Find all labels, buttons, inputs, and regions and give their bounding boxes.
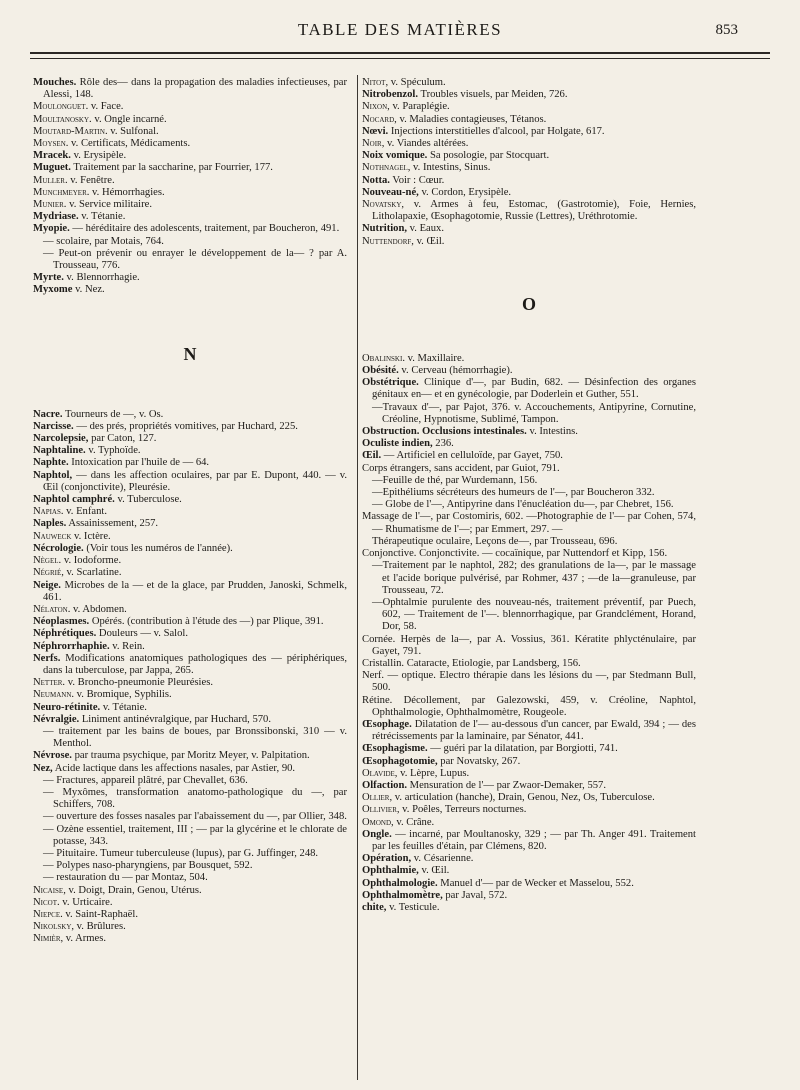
entry-text: — des prés, propriétés vomitives, par Huchard, 225. [73, 420, 298, 432]
entry-text: — dans les affection oculaires, par par E. Dupont, 440. — v. Œil (conjonctivite), Pleurésie. [43, 469, 347, 493]
entry-text: —Feuille de thé, par Wurdemann, 156. [372, 474, 538, 486]
index-entry [33, 689, 347, 701]
entry-text: v. Armes. [63, 933, 107, 945]
index-entry [362, 743, 696, 755]
entry-text: Sa posologie, par Stocquart. [427, 150, 550, 162]
entry-text: v. Scarlatine. [63, 567, 122, 579]
entry-text: v. Blennorrhagie. [63, 272, 140, 284]
entry-headword: Moysen. [33, 138, 69, 150]
index-entry [362, 187, 696, 199]
entry-headword: Œsophagotomie, [362, 755, 438, 767]
index-entry [362, 670, 696, 694]
index-entry [33, 872, 347, 884]
entry-headword: Mouches. [33, 77, 77, 88]
entry-headword: Ollier, [362, 792, 393, 804]
entry-text: v. Cordon, Erysipèle. [418, 186, 512, 198]
entry-headword: Narcisse. [33, 420, 74, 432]
entry-headword: Narcolepsie, [33, 433, 89, 445]
entry-headword: Nicaise, [33, 884, 66, 896]
index-entry [362, 560, 696, 597]
entry-text: v. Œil. [413, 235, 445, 247]
entry-headword: Néphrorrhaphie. [33, 640, 110, 652]
entry-headword: Omond, [362, 816, 394, 828]
index-entry [33, 114, 347, 126]
entry-text: v. Crâne. [393, 816, 435, 828]
index-entry [362, 865, 696, 877]
index-entry [33, 433, 347, 445]
entry-text: v. Certificats, Médicaments. [68, 138, 191, 150]
entry-text: Tourneurs de —, v. Os. [62, 408, 164, 420]
index-entry [362, 377, 696, 401]
entry-text: v. Intestins. [526, 426, 578, 438]
entry-text: par Javal, 572. [442, 889, 508, 901]
index-entry [33, 921, 347, 933]
entry-headword: Nimièr, [33, 933, 64, 945]
index-entry [33, 567, 347, 579]
entry-text: Nerf. — optique. Electro thérapie dans les lésions du —, par Stedmann Bull, 500. [362, 670, 696, 694]
header-rule-thick [30, 52, 770, 54]
entry-text: v. Ictère. [71, 530, 111, 542]
index-entry [33, 726, 347, 750]
entry-headword: Muguet. [33, 162, 71, 174]
running-title: TABLE DES MATIÈRES [297, 20, 503, 39]
index-entry [362, 162, 696, 174]
index-entry [33, 580, 347, 604]
index-entry [33, 543, 347, 555]
entry-text: v. Testicule. [386, 901, 440, 913]
entry-headword: Névralgie. [33, 713, 80, 725]
index-entry [362, 365, 696, 377]
entry-text: v. Typhoïde. [85, 445, 141, 457]
entry-text: v. Cerveau (hémorrhagie). [398, 365, 513, 377]
entry-text: v. Eaux. [407, 223, 445, 235]
entry-text: v. Spéculum. [388, 77, 446, 88]
entry-headword: Napias. [33, 506, 64, 518]
section-letter-o: O [521, 293, 536, 314]
entry-text: v. Broncho-pneumonie Pleurésies. [65, 677, 213, 689]
entry-headword: Ophthalmomètre, [362, 889, 443, 901]
index-entry [362, 853, 696, 865]
entry-text: Opérés. (contribution à l'étude des —) par Plique, 391. [89, 616, 324, 628]
entry-text: Acide lactique dans les affections nasales, par Astier, 90. [52, 762, 296, 774]
entry-headword: Nœvi. [362, 125, 389, 137]
right-entries-o [362, 353, 696, 914]
entry-text: — Pituitaire. Tumeur tuberculeuse (lupus), par G. Juffinger, 248. [43, 847, 319, 859]
entry-text: v. Sulfonal. [107, 125, 159, 137]
entry-text: v. Service militaire. [66, 199, 152, 211]
entry-text: Modifications anatomiques pathologiques des — périphériques, dans la tuberculose, par Jappa, 265. [43, 652, 347, 676]
entry-text: — guéri par la dilatation, par Borgiotti, 741. [427, 743, 618, 755]
entry-headword: Névrose. [33, 750, 72, 762]
entry-headword: Muller. [33, 174, 68, 186]
left-entries-n [33, 409, 347, 946]
header-rule-thin [30, 58, 770, 59]
entry-text: v. Maxillaire. [404, 352, 465, 364]
entry-text: v. Erysipèle. [70, 150, 127, 162]
index-entry [33, 763, 347, 775]
entry-text: Assainissement, 257. [66, 518, 159, 530]
page-header [0, 18, 800, 48]
index-entry [362, 658, 696, 670]
entry-headword: Moutard-Martin. [33, 125, 108, 137]
entry-text: Rétine. Décollement, par Galezowski, 459, v. Créoline, Naphtol, Ophthalmologie, Ophthalmomètre, Rougeole. [362, 694, 696, 718]
entry-headword: Myxome [33, 284, 73, 296]
entry-headword: Œsophagisme. [362, 743, 428, 755]
index-entry [33, 199, 347, 211]
index-entry [362, 890, 696, 902]
index-entry [362, 402, 696, 426]
index-entry [33, 506, 347, 518]
entry-text: Clinique d'—, par Budin, 682. — Désinfection des organes génitaux en— et en gynécologie, par Doderlein et Guther, 551. [372, 377, 696, 401]
entry-headword: Nitot, [362, 77, 389, 88]
index-entry [362, 804, 696, 816]
entry-text: Manuel d'— par de Wecker et Masselou, 552. [437, 877, 634, 889]
entry-headword: Nacre. [33, 408, 63, 420]
index-entry [362, 511, 696, 535]
entry-text: v. Fenêtre. [67, 174, 115, 186]
entry-headword: Ongle. [362, 828, 392, 840]
entry-headword: Olavide, [362, 767, 398, 779]
entry-text: v. articulation (hanche), Drain, Genou, Nez, Os, Tuberculose. [392, 792, 655, 804]
entry-text: — Peut-on prévenir ou enrayer le développement de la— ? par A. Trousseau, 776. [43, 247, 347, 272]
entry-text: — restauration du — par Montaz, 504. [43, 872, 208, 884]
index-entry [33, 175, 347, 187]
entry-headword: Novatsky, [362, 199, 405, 211]
index-entry [33, 714, 347, 726]
entry-text: — scolaire, par Motais, 764. [43, 235, 164, 247]
index-entry [362, 223, 696, 235]
entry-text: — traitement par les bains de boues, par Bronssibonski, 310 — v. Menthol. [43, 725, 347, 750]
index-entry [33, 518, 347, 530]
index-entry [362, 199, 696, 223]
entry-headword: Munchmeyer. [33, 186, 90, 198]
entry-headword: Nixon, [362, 101, 390, 113]
entry-headword: Naphtaline. [33, 445, 86, 457]
index-entry [362, 175, 696, 187]
entry-headword: Néoplasmes. [33, 616, 90, 628]
index-entry [33, 787, 347, 811]
entry-headword: Munier. [33, 199, 67, 211]
entry-text: Corps étrangers, sans accident, par Guiot, 791. [362, 462, 560, 474]
index-entry [33, 641, 347, 653]
right-column [362, 77, 696, 914]
index-entry [362, 150, 696, 162]
entry-headword: chite, [362, 901, 387, 913]
entry-headword: Myopie. [33, 223, 70, 235]
entry-headword: Nitrobenzol. [362, 89, 419, 101]
entry-text: (Voir tous les numéros de l'année). [83, 542, 233, 554]
entry-headword: Ollivier, [362, 804, 400, 816]
index-entry [33, 445, 347, 457]
index-entry [33, 848, 347, 860]
index-entry [33, 494, 347, 506]
index-entry [362, 77, 696, 89]
index-entry [33, 223, 347, 235]
index-entry [362, 768, 696, 780]
entry-headword: Noir, [362, 138, 385, 150]
entry-text: — Polypes naso-pharyngiens, par Bousquet, 592. [43, 860, 253, 872]
index-entry [362, 236, 696, 248]
column-divider [357, 75, 358, 1080]
entry-text: v. Lèpre, Lupus. [397, 767, 470, 779]
entry-text: par trauma psychique, par Moritz Meyer, v. Palpitation. [71, 750, 310, 762]
entry-headword: Oculiste indien, [362, 438, 433, 450]
entry-headword: Négrié, [33, 567, 64, 579]
entry-text: v. Urticaire. [59, 896, 113, 908]
entry-headword: Nuttendorf, [362, 235, 414, 247]
entry-text: v. Nez. [72, 284, 105, 296]
entry-headword: Notta. [362, 174, 390, 186]
entry-text: v. Ongle incarné. [91, 113, 167, 125]
index-entry [33, 409, 347, 421]
entry-headword: Noix vomique. [362, 150, 428, 162]
entry-headword: Ophthalmie, [362, 865, 419, 877]
entry-text: v. Poêles, Terreurs nocturnes. [399, 804, 527, 816]
left-entries-m [33, 77, 347, 297]
index-entry [33, 653, 347, 677]
entry-headword: Niepce. [33, 908, 63, 920]
entry-headword: Olfaction. [362, 779, 408, 791]
index-entry [362, 719, 696, 743]
index-entry [33, 933, 347, 945]
entry-text: —Epithéliums sécréteurs des humeurs de l'—, par Boucheron 332. [372, 487, 655, 499]
entry-headword: Nocard, [362, 113, 397, 125]
entry-text: Thérapeutique oculaire, Leçons de—, par Trousseau, 696. [372, 535, 618, 547]
entry-text: Liniment antinévralgique, par Huchard, 570. [79, 713, 271, 725]
index-entry [362, 902, 696, 914]
entry-text: — héréditaire des adolescents, traitement, par Boucheron, 491. [69, 223, 340, 235]
entry-headword: Nez, [33, 762, 53, 774]
index-entry [362, 597, 696, 634]
index-entry [362, 138, 696, 150]
entry-text: Cornée. Herpès de la—, par A. Vossius, 361. Kératite phlycténulaire, par Gayet, 791. [362, 633, 696, 657]
entry-text: Troubles visuels, par Meiden, 726. [418, 89, 568, 101]
entry-text: — Myxômes, transformation anatomo-pathologique du —, par Schiffers, 708. [43, 786, 347, 811]
entry-headword: Obstétrique. [362, 377, 419, 389]
entry-text: —Traitement par le naphtol, 282; des granulations de la—, par le massage et l'acide borique pulvérisé, par Rohmer, 437 ; —de la—granuleuse, par Trousseau, 72. [372, 560, 696, 596]
index-entry [33, 101, 347, 113]
entry-headword: Nicot. [33, 896, 60, 908]
entry-headword: Nélaton. [33, 603, 71, 615]
entry-text: v. Rein. [109, 640, 145, 652]
entry-text: v. Iodoforme. [61, 555, 122, 567]
entry-text: Injections interstitielles d'alcool, par Holgate, 617. [388, 125, 605, 137]
entry-text: v. Maladies contagieuses, Tétanos. [396, 113, 547, 125]
index-entry [362, 450, 696, 462]
index-entry [362, 499, 696, 511]
entry-headword: Nouveau-né, [362, 186, 419, 198]
index-entry [362, 792, 696, 804]
entry-headword: Ophthalmologie. [362, 877, 438, 889]
index-entry [33, 702, 347, 714]
index-entry [33, 775, 347, 787]
entry-headword: Naples. [33, 518, 67, 530]
index-entry [33, 555, 347, 567]
index-entry [362, 829, 696, 853]
index-entry [33, 628, 347, 640]
index-entry [33, 272, 347, 284]
entry-text: v. Bromique, Syphilis. [74, 689, 172, 701]
entry-headword: Neuro-rétinite. [33, 701, 101, 713]
index-entry [33, 421, 347, 433]
index-entry [33, 885, 347, 897]
entry-text: v. Doigt, Drain, Genou, Utérus. [65, 884, 202, 896]
entry-text: v. Face. [88, 101, 124, 113]
index-entry [33, 150, 347, 162]
entry-text: v. Hémorrhagies. [89, 186, 165, 198]
entry-text: v. Abdomen. [70, 603, 127, 615]
index-entry [33, 138, 347, 150]
entry-text: v. Enfant. [63, 506, 107, 518]
entry-text: —Ophtalmie purulente des nouveau-nés, traitement préventif, par Puech, 602, — Traitement de l'—. blennorrhagique, par Grandclément, Horand, Dor, 58. [372, 596, 696, 633]
index-entry [33, 677, 347, 689]
index-entry [33, 284, 347, 296]
entry-headword: Mracek. [33, 150, 71, 162]
entry-text: 236. [432, 438, 454, 450]
entry-headword: Obalinski. [362, 352, 405, 364]
entry-text: par Caton, 127. [88, 433, 157, 445]
entry-text: Intoxication par l'huile de — 64. [68, 457, 210, 469]
entry-text: v. Tétanie. [78, 211, 126, 223]
entry-headword: Obésité. [362, 365, 399, 377]
entry-text: — Ozène essentiel, traitement, III ; — par la glycérine et le chlorate de potasse, 343. [43, 823, 347, 847]
index-entry [33, 211, 347, 223]
entry-headword: Nothnagel, [362, 162, 411, 174]
entry-text: Voir : Cœur. [389, 174, 445, 186]
entry-headword: Neige. [33, 579, 61, 591]
entry-headword: Opération, [362, 853, 412, 865]
entry-text: v. Intestins, Sinus. [410, 162, 491, 174]
entry-text: Conjonctive. Conjonctivite. — cocaïnique, par Nuttendorf et Kipp, 156. [362, 548, 668, 560]
index-entry [33, 860, 347, 872]
index-entry [362, 780, 696, 792]
entry-headword: Œsophage. [362, 718, 412, 730]
index-entry [362, 487, 696, 499]
left-column [33, 77, 347, 946]
entry-text: Rôle des— dans la propagation des maladies infectieuses, par Alessi, 148. [43, 77, 347, 101]
entry-headword: Neumann. [33, 689, 75, 701]
entry-headword: Nauweck [33, 530, 72, 542]
entry-headword: Néphrétiques. [33, 628, 97, 640]
entry-text: par Novatsky, 267. [437, 755, 521, 767]
index-entry [33, 604, 347, 616]
index-entry [362, 426, 696, 438]
entry-text: v. Tuberculose. [114, 494, 182, 506]
entry-text: v. Œil. [418, 865, 450, 877]
entry-headword: Moulonguet. [33, 101, 89, 113]
index-entry [33, 750, 347, 762]
entry-text: v. Césarienne. [411, 853, 474, 865]
entry-headword: Nègel. [33, 555, 62, 567]
index-entry [362, 114, 696, 126]
entry-headword: Nikolsky, [33, 921, 75, 933]
entry-headword: Mydriase. [33, 211, 79, 223]
entry-text: Traitement par la saccharine, par Fourrier, 177. [70, 162, 273, 174]
entry-headword: Myrte. [33, 272, 64, 284]
index-entry [33, 77, 347, 101]
entry-headword: Moultanosky. [33, 113, 92, 125]
index-entry [33, 248, 347, 272]
entry-text: v. Brûlures. [74, 921, 126, 933]
entry-headword: Obstruction. Occlusions intestinales. [362, 426, 527, 438]
index-entry [33, 126, 347, 138]
index-entry [362, 475, 696, 487]
index-entry [362, 89, 696, 101]
entry-text: — Globe de l'—, Antipyrine dans l'énucléation du—, par Chebret, 156. [372, 499, 674, 511]
index-entry [33, 897, 347, 909]
index-entry [33, 616, 347, 628]
entry-text: Cristallin. Cataracte, Etiologie, par Landsberg, 156. [362, 657, 581, 669]
entry-text: Dilatation de l'— au-dessous d'un cancer, par Ewald, 394 ; — des rétrécissements par la laminaire, par Sénator, 441. [372, 718, 696, 743]
index-entry [362, 548, 696, 560]
index-entry [362, 756, 696, 768]
index-entry [362, 695, 696, 719]
index-entry [362, 463, 696, 475]
right-entries-n [362, 77, 696, 248]
entry-headword: Nécrologie. [33, 542, 84, 554]
entry-text: Massage de l'—, par Costomiris, 602. —Photographie de l'— par Cohen, 574, — Rhumatisme de l'—; par Emmert, 297. — [362, 511, 696, 535]
index-entry [33, 909, 347, 921]
entry-headword: Nerfs. [33, 652, 61, 664]
index-entry [362, 101, 696, 113]
entry-text: Douleurs — v. Salol. [96, 628, 188, 640]
entry-text: Microbes de la — et de la glace, par Prudden, Janoski, Schmelk, 461. [43, 579, 347, 603]
entry-text: v. Paraplégie. [389, 101, 450, 113]
entry-text: v. Tétanie. [100, 701, 147, 713]
entry-headword: Naphtol camphré. [33, 494, 115, 506]
index-entry [362, 126, 696, 138]
section-letter-n: N [183, 343, 197, 364]
index-entry [33, 531, 347, 543]
page-number: 853 [715, 22, 738, 38]
index-entry [33, 811, 347, 823]
index-entry [362, 438, 696, 450]
entry-text: — Artificiel en celluloïde, par Gayet, 750. [381, 450, 563, 462]
index-entry [33, 457, 347, 469]
index-entry [33, 187, 347, 199]
entry-headword: Œil. [362, 450, 382, 462]
entry-text: v. Saint-Raphaël. [62, 908, 138, 920]
entry-headword: Netter. [33, 677, 66, 689]
index-entry [362, 353, 696, 365]
index-entry [33, 470, 347, 494]
entry-headword: Nutrition, [362, 223, 408, 235]
index-entry [33, 162, 347, 174]
entry-text: — Fractures, appareil plâtré, par Chevallet, 636. [43, 774, 248, 786]
entry-text: — incarné, par Moultanosky, 329 ; — par Th. Anger 491. Traitement par les feuilles d'étain, par Clémens, 820. [372, 828, 696, 852]
entry-text: — ouverture des fosses nasales par l'abaissement du —, par Ollier, 348. [43, 811, 347, 823]
entry-headword: Naphte. [33, 457, 69, 469]
entry-text: v. Viandes altérées. [384, 138, 469, 150]
entry-headword: Naphtol, [33, 469, 73, 481]
index-entry [362, 634, 696, 658]
entry-text: Mensuration de l'— par Zwaor-Demaker, 557. [407, 779, 606, 791]
entry-text: v. Armes à feu, Estomac, (Gastrotomie), Foie, Hernies, Litholapaxie, Œsophagotomie, Russie (Lettres), Uréthrotomie. [372, 199, 696, 223]
index-entry [33, 236, 347, 248]
index-entry [362, 536, 696, 548]
entry-text: —Travaux d'—, par Pajot, 376. v. Accouchements, Antipyrine, Cornutine, Créoline, Hypnotisme, Sublimé, Tampon. [372, 401, 696, 425]
index-entry [362, 878, 696, 890]
index-entry [33, 824, 347, 848]
index-entry [362, 817, 696, 829]
